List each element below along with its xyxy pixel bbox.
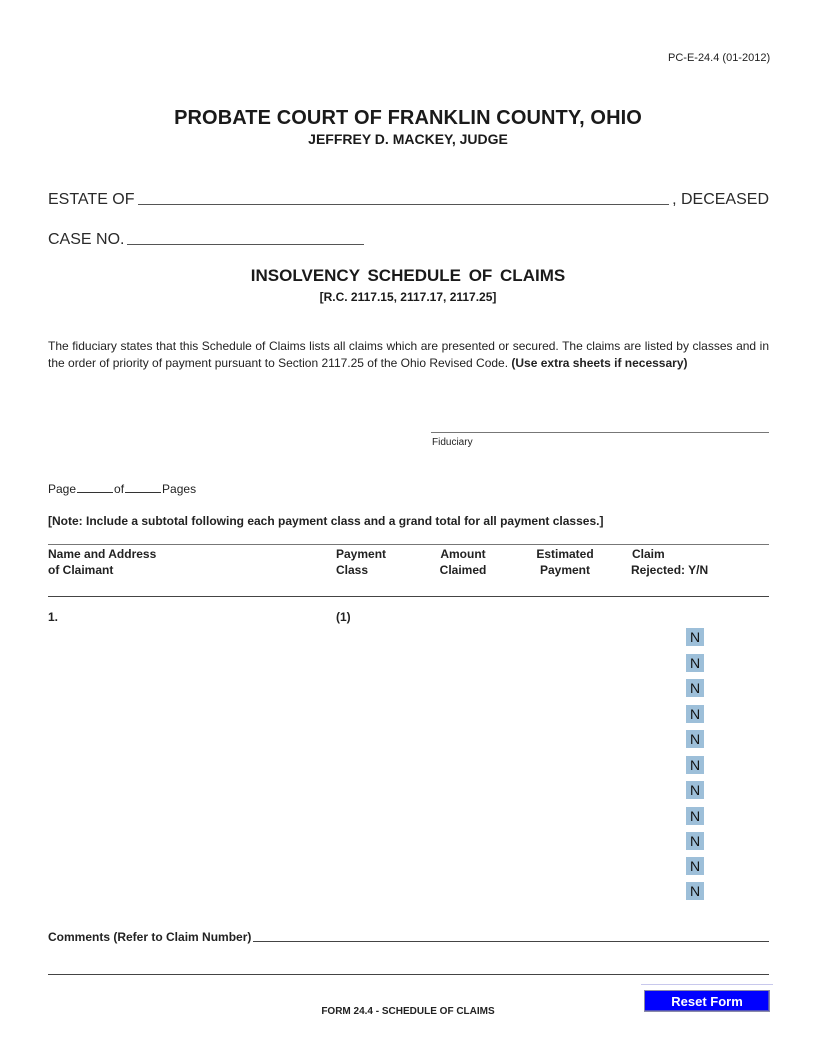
reset-form-button[interactable]: Reset Form	[644, 990, 770, 1012]
court-title: PROBATE COURT OF FRANKLIN COUNTY, OHIO	[174, 107, 642, 129]
claim-rejected-field[interactable]: N	[686, 807, 704, 825]
form-footer-name: FORM 24.4 - SCHEDULE OF CLAIMS	[321, 1006, 495, 1017]
header-claim-rejected	[631, 546, 708, 578]
claim-rejected-field[interactable]: N	[686, 857, 704, 875]
subtotal-note: [Note: Include a subtotal following each payment class and a grand total for all payment classes.]	[48, 514, 604, 528]
header-estimated-line1: Estimated	[536, 547, 594, 561]
deceased-label: , DECEASED	[672, 191, 769, 208]
case-field-row	[48, 229, 364, 249]
reset-button-container	[641, 984, 773, 1016]
page-number-input[interactable]	[77, 491, 113, 493]
comments-row	[48, 930, 769, 944]
header-rejected-line2: Rejected: Y/N	[631, 563, 709, 577]
comments-label: Comments (Refer to Claim Number)	[48, 930, 252, 944]
header-claimant	[48, 546, 156, 578]
judge-name: JEFFREY D. MACKEY, JUDGE	[308, 131, 508, 147]
statute-reference: [R.C. 2117.15, 2117.17, 2117.25]	[319, 290, 497, 304]
claim-rejected-field[interactable]: N	[686, 781, 704, 799]
claim-payment-class: (1)	[336, 610, 351, 624]
header-payment-class-line1: Payment	[336, 547, 387, 561]
intro-text: The fiduciary states that this Schedule of Claims lists all claims which are presented or secured. The claims are listed by classes and in the order of priority of payment pursuant to Section 2117.25 of the Ohio Revised Code.	[48, 339, 769, 370]
header-estimated-payment	[533, 546, 597, 578]
intro-bold-text: (Use extra sheets if necessary)	[511, 355, 688, 370]
estate-field-row	[48, 189, 769, 209]
header-payment-class-line2: Class	[336, 563, 369, 577]
table-top-divider	[48, 544, 769, 545]
case-number-input[interactable]	[127, 243, 364, 245]
total-pages-input[interactable]	[125, 491, 161, 493]
header-claimant-line1: Name and Address	[48, 547, 157, 561]
claim-rejected-field[interactable]: N	[686, 679, 704, 697]
claim-rejected-field[interactable]: N	[686, 628, 704, 646]
pages-label: Pages	[162, 482, 197, 496]
claim-rejected-field[interactable]: N	[686, 705, 704, 723]
estate-label: ESTATE OF	[48, 191, 135, 208]
fiduciary-signature-input[interactable]	[431, 432, 769, 433]
header-claimant-line2: of Claimant	[48, 563, 114, 577]
claim-rejected-field[interactable]: N	[686, 756, 704, 774]
header-payment-class	[336, 546, 386, 578]
claim-number: 1.	[48, 610, 59, 624]
comments-second-line[interactable]	[48, 974, 769, 975]
header-estimated-line2: Payment	[539, 563, 591, 577]
case-label: CASE NO.	[48, 231, 125, 248]
table-header-divider	[48, 596, 769, 597]
header-rejected-line1: Claim	[632, 547, 665, 561]
comments-input[interactable]	[253, 940, 769, 942]
form-code: PC-E-24.4 (01-2012)	[668, 52, 771, 64]
estate-name-input[interactable]	[138, 203, 670, 205]
of-label: of	[114, 482, 125, 496]
header-amount-line2: Claimed	[439, 563, 487, 577]
intro-paragraph	[48, 338, 769, 371]
claim-rejected-field[interactable]: N	[686, 882, 704, 900]
claim-rejected-field[interactable]: N	[686, 832, 704, 850]
page-count-row	[48, 482, 196, 496]
header-amount-claimed	[437, 546, 489, 578]
claim-rejected-field[interactable]: N	[686, 654, 704, 672]
fiduciary-label: Fiduciary	[432, 437, 473, 448]
page-label: Page	[48, 482, 77, 496]
claim-rejected-field[interactable]: N	[686, 730, 704, 748]
header-amount-line1: Amount	[440, 547, 486, 561]
document-title: INSOLVENCY SCHEDULE OF CLAIMS	[250, 266, 566, 285]
